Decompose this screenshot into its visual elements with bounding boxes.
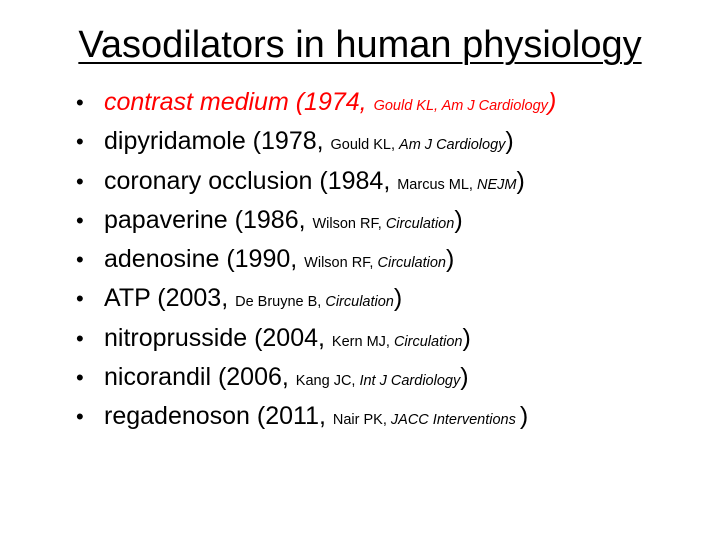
closing-paren: ) bbox=[519, 402, 529, 431]
citation bbox=[374, 98, 548, 114]
bullet-icon: • bbox=[76, 365, 84, 391]
closing-paren: ) bbox=[454, 205, 463, 234]
bullet-icon: • bbox=[76, 168, 84, 194]
list-item bbox=[76, 240, 556, 279]
citation-journal: Circulation bbox=[325, 294, 394, 311]
bullet-icon: • bbox=[76, 129, 84, 155]
drug-name: coronary occlusion (1984, bbox=[104, 166, 398, 195]
citation-journal: Circulation bbox=[393, 333, 463, 350]
citation-author: Gould KL, bbox=[373, 98, 442, 114]
list-item bbox=[76, 397, 556, 436]
list-item bbox=[76, 162, 556, 201]
citation-journal: JACC Interventions bbox=[390, 412, 520, 429]
slide-title: Vasodilators in human physiology bbox=[78, 24, 642, 66]
citation-journal: Am J Cardiology bbox=[399, 137, 506, 154]
bullet-icon: • bbox=[76, 207, 84, 233]
closing-paren: ) bbox=[516, 166, 525, 195]
citation-author: Nair PK, bbox=[332, 412, 391, 429]
citation-journal: NEJM bbox=[476, 176, 517, 193]
bullet-icon: • bbox=[76, 247, 84, 273]
list-item bbox=[76, 279, 556, 318]
bullet-icon: • bbox=[76, 325, 84, 351]
closing-paren: ) bbox=[505, 127, 514, 156]
citation-author: Wilson RF, bbox=[312, 215, 386, 232]
drug-name: regadenoson (2011, bbox=[104, 402, 333, 431]
list-item bbox=[76, 319, 556, 358]
list-item bbox=[76, 122, 556, 161]
citation-journal: Am J Cardiology bbox=[441, 98, 548, 114]
citation bbox=[235, 294, 394, 310]
bullet-icon: • bbox=[76, 90, 84, 115]
drug-name: ATP (2003, bbox=[104, 284, 236, 313]
vasodilator-list bbox=[76, 83, 556, 437]
citation-journal: Circulation bbox=[385, 215, 455, 232]
citation bbox=[296, 373, 460, 389]
closing-paren: ) bbox=[462, 323, 471, 352]
citation bbox=[397, 177, 516, 193]
drug-name: contrast medium (1974, bbox=[104, 88, 374, 116]
drug-name: nicorandil (2006, bbox=[104, 363, 296, 392]
citation bbox=[312, 216, 454, 232]
citation-author: Gould KL, bbox=[330, 137, 400, 154]
citation-author: Kang JC, bbox=[295, 373, 360, 390]
citation-author: De Bruyne B, bbox=[235, 294, 326, 311]
closing-paren: ) bbox=[547, 88, 557, 116]
citation bbox=[304, 255, 446, 271]
closing-paren: ) bbox=[460, 363, 469, 392]
citation bbox=[333, 412, 520, 428]
drug-name: nitroprusside (2004, bbox=[104, 323, 332, 352]
drug-name: dipyridamole (1978, bbox=[104, 127, 331, 156]
list-item bbox=[76, 83, 556, 122]
list-item bbox=[76, 358, 556, 397]
citation bbox=[331, 137, 506, 153]
citation-journal: Circulation bbox=[377, 255, 446, 272]
closing-paren: ) bbox=[393, 284, 403, 313]
list-item bbox=[76, 201, 556, 240]
bullet-icon: • bbox=[76, 404, 84, 430]
citation-author: Marcus ML, bbox=[397, 176, 477, 193]
drug-name: adenosine (1990, bbox=[104, 245, 305, 274]
citation bbox=[332, 334, 463, 350]
drug-name: papaverine (1986, bbox=[104, 205, 313, 234]
closing-paren: ) bbox=[446, 245, 455, 274]
citation-journal: Int J Cardiology bbox=[359, 373, 461, 390]
citation-author: Wilson RF, bbox=[304, 255, 378, 272]
bullet-icon: • bbox=[76, 286, 84, 312]
citation-author: Kern MJ, bbox=[331, 333, 394, 350]
